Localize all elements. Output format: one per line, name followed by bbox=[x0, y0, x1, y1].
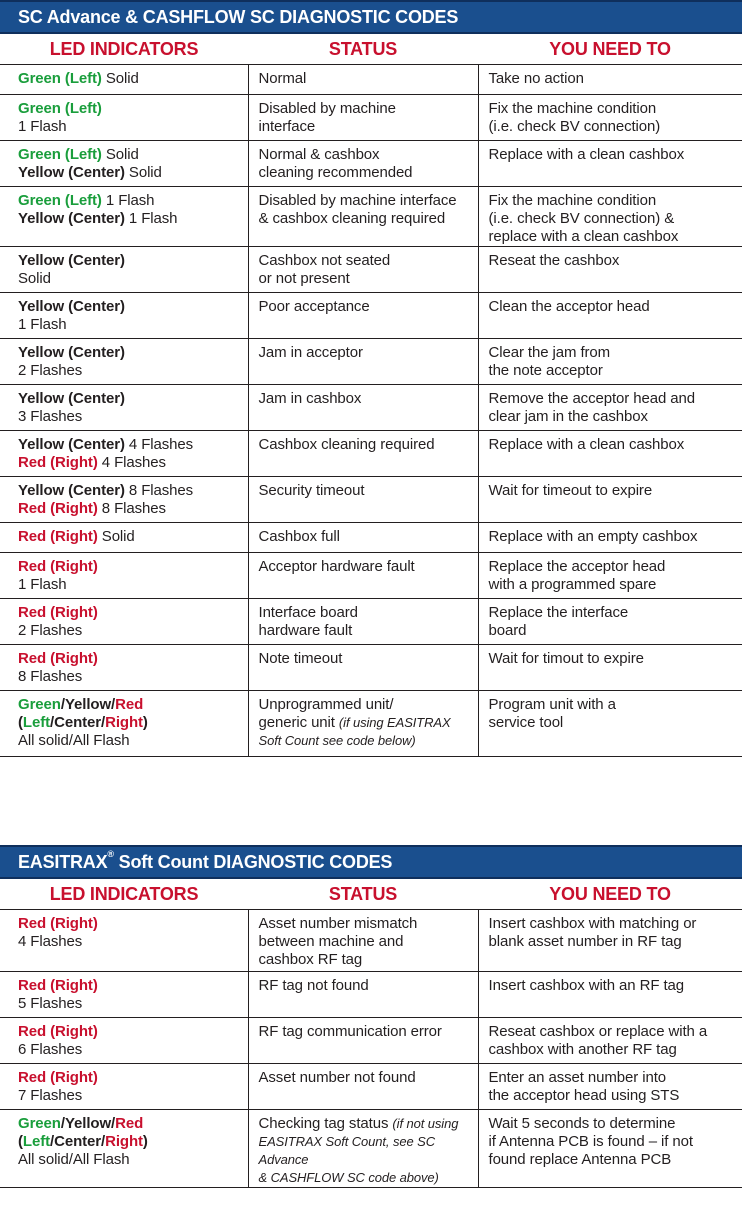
led-indicator-segment: 4 Flashes bbox=[97, 454, 166, 471]
led-indicator-line bbox=[18, 1069, 248, 1087]
table-row bbox=[0, 431, 742, 477]
status-line bbox=[259, 732, 478, 750]
action-line: Replace with an empty cashbox bbox=[488, 528, 698, 545]
action-cell bbox=[478, 1110, 742, 1188]
led-indicator-segment: / bbox=[111, 696, 116, 713]
led-indicator-segment: Red (Right) bbox=[18, 650, 98, 667]
led-indicator-segment: 5 Flashes bbox=[18, 995, 83, 1012]
status-line: Cashbox cleaning required bbox=[258, 436, 435, 453]
led-indicator-cell bbox=[0, 972, 248, 1018]
led-indicator-cell bbox=[0, 553, 248, 599]
action-line: Wait 5 seconds to determine bbox=[488, 1115, 676, 1132]
registered-mark: ® bbox=[107, 849, 114, 859]
led-indicator-cell bbox=[0, 1110, 248, 1188]
status-line bbox=[259, 696, 478, 714]
status-cell bbox=[248, 523, 478, 553]
led-indicator-segment: All solid/All Flash bbox=[18, 1151, 130, 1168]
status-segment: Soft Count see code below) bbox=[258, 733, 416, 748]
led-indicator-line bbox=[18, 995, 248, 1013]
led-indicator-line bbox=[18, 933, 248, 951]
led-indicator-segment: Green bbox=[18, 696, 61, 713]
status-line: cleaning recommended bbox=[258, 164, 413, 181]
led-indicator-segment: 1 Flash bbox=[101, 192, 155, 209]
led-indicator-line bbox=[18, 454, 248, 472]
action-cell bbox=[478, 293, 742, 339]
status-segment: Unprogrammed unit/ bbox=[258, 696, 394, 713]
action-line: (i.e. check BV connection) & bbox=[488, 210, 675, 227]
led-indicator-segment: ) bbox=[142, 714, 148, 731]
led-indicator-segment: Yellow (Center) bbox=[18, 164, 125, 181]
table-row bbox=[0, 1064, 742, 1110]
led-indicator-line bbox=[18, 650, 248, 668]
section2-title bbox=[0, 845, 742, 879]
action-cell bbox=[478, 523, 742, 553]
action-cell bbox=[478, 385, 742, 431]
action-line: Wait for timeout to expire bbox=[488, 482, 653, 499]
led-indicator-segment: Red (Right) bbox=[18, 528, 98, 545]
table-row bbox=[0, 1018, 742, 1064]
status-cell bbox=[248, 65, 478, 95]
action-line: Remove the acceptor head and bbox=[488, 390, 696, 407]
led-indicator-segment: 8 Flashes bbox=[18, 668, 83, 685]
led-indicator-segment: Red (Right) bbox=[18, 977, 98, 994]
status-line: Acceptor hardware fault bbox=[258, 558, 415, 575]
section1-title-text: SC Advance & CASHFLOW SC DIAGNOSTIC CODES bbox=[18, 7, 459, 27]
led-indicator-segment: 7 Flashes bbox=[18, 1087, 83, 1104]
led-indicator-cell bbox=[0, 645, 248, 691]
led-indicator-cell bbox=[0, 1018, 248, 1064]
led-indicator-segment: Solid bbox=[97, 528, 135, 545]
action-line: service tool bbox=[488, 714, 564, 731]
status-cell bbox=[248, 910, 478, 972]
led-indicator-cell bbox=[0, 599, 248, 645]
section2-title-rest: Soft Count DIAGNOSTIC CODES bbox=[113, 852, 393, 872]
led-indicator-segment: / bbox=[50, 714, 55, 731]
status-line: Disabled by machine interface bbox=[258, 192, 457, 209]
led-indicator-segment: 4 Flashes bbox=[18, 933, 83, 950]
action-cell bbox=[478, 431, 742, 477]
led-indicator-line bbox=[18, 298, 248, 316]
action-line: Replace the acceptor head bbox=[488, 558, 666, 575]
led-indicator-segment: Center bbox=[54, 1133, 102, 1150]
action-cell bbox=[478, 187, 742, 247]
led-indicator-line bbox=[18, 558, 248, 576]
led-indicator-line bbox=[18, 668, 248, 686]
status-cell bbox=[248, 1064, 478, 1110]
led-indicator-line bbox=[18, 436, 248, 454]
led-indicator-segment: 1 Flash bbox=[18, 576, 67, 593]
led-indicator-segment: Green (Left) bbox=[18, 146, 102, 163]
header-status: STATUS bbox=[328, 884, 398, 904]
led-indicator-line bbox=[18, 977, 248, 995]
action-line: the note acceptor bbox=[488, 362, 603, 379]
led-indicator-line bbox=[18, 622, 248, 640]
table-row bbox=[0, 645, 742, 691]
action-line: if Antenna PCB is found – if not bbox=[488, 1133, 693, 1150]
action-line: Reseat the cashbox bbox=[488, 252, 620, 269]
table-row bbox=[0, 477, 742, 523]
action-cell bbox=[478, 599, 742, 645]
led-indicator-segment: Right bbox=[105, 1133, 143, 1150]
led-indicator-segment: Red (Right) bbox=[18, 915, 98, 932]
action-line: Reseat cashbox or replace with a bbox=[488, 1023, 708, 1040]
led-indicator-segment: Green (Left) bbox=[18, 100, 102, 117]
status-segment: (if not using bbox=[392, 1116, 459, 1131]
led-indicator-line bbox=[18, 1087, 248, 1105]
led-indicator-cell bbox=[0, 247, 248, 293]
led-indicator-cell bbox=[0, 1064, 248, 1110]
led-indicator-line bbox=[18, 210, 248, 228]
status-segment: Checking tag status bbox=[258, 1115, 393, 1132]
table-row bbox=[0, 599, 742, 645]
led-indicator-cell bbox=[0, 431, 248, 477]
status-line: hardware fault bbox=[258, 622, 353, 639]
led-indicator-segment: Red (Right) bbox=[18, 454, 98, 471]
led-indicator-segment: 1 Flash bbox=[18, 118, 67, 135]
table-row bbox=[0, 553, 742, 599]
led-indicator-line bbox=[18, 146, 248, 164]
action-line: Take no action bbox=[488, 70, 584, 87]
led-indicator-segment: 2 Flashes bbox=[18, 622, 83, 639]
led-indicator-line bbox=[18, 528, 248, 546]
led-indicator-line bbox=[18, 1115, 248, 1133]
table-row bbox=[0, 247, 742, 293]
header-led-indicators: LED INDICATORS bbox=[49, 884, 199, 904]
status-cell bbox=[248, 691, 478, 757]
led-indicator-line bbox=[18, 482, 248, 500]
led-indicator-line bbox=[18, 1133, 248, 1151]
led-indicator-segment: / bbox=[101, 714, 106, 731]
status-line: Jam in acceptor bbox=[258, 344, 363, 361]
action-cell bbox=[478, 645, 742, 691]
status-cell bbox=[248, 1018, 478, 1064]
led-indicator-line bbox=[18, 408, 248, 426]
led-indicator-segment: Yellow (Center) bbox=[18, 210, 125, 227]
section2-table bbox=[0, 909, 742, 1188]
led-indicator-line bbox=[18, 390, 248, 408]
led-indicator-segment: ( bbox=[18, 1133, 23, 1150]
action-line: Fix the machine condition bbox=[488, 100, 657, 117]
status-line: Normal & cashbox bbox=[258, 146, 380, 163]
led-indicator-segment: / bbox=[101, 1133, 106, 1150]
status-line: Note timeout bbox=[258, 650, 343, 667]
section2-title-text: EASITRAX bbox=[18, 852, 108, 872]
action-cell bbox=[478, 339, 742, 385]
status-cell bbox=[248, 141, 478, 187]
status-line: Security timeout bbox=[258, 482, 365, 499]
status-line: between machine and bbox=[258, 933, 404, 950]
header-led-indicators: LED INDICATORS bbox=[49, 39, 199, 59]
status-line: or not present bbox=[258, 270, 350, 287]
action-cell bbox=[478, 95, 742, 141]
table-row bbox=[0, 339, 742, 385]
led-indicator-cell bbox=[0, 65, 248, 95]
status-cell bbox=[248, 477, 478, 523]
led-indicator-cell bbox=[0, 910, 248, 972]
status-line: Disabled by machine bbox=[258, 100, 396, 117]
led-indicator-segment: Yellow (Center) bbox=[18, 482, 125, 499]
status-line bbox=[259, 714, 478, 732]
led-indicator-segment: Green bbox=[18, 1115, 61, 1132]
table-row bbox=[0, 691, 742, 757]
led-indicator-segment: Left bbox=[22, 714, 51, 731]
led-indicator-line bbox=[18, 1151, 248, 1169]
header-you-need-to: YOU NEED TO bbox=[549, 39, 671, 59]
led-indicator-segment: Solid bbox=[101, 146, 139, 163]
status-cell bbox=[248, 645, 478, 691]
action-line: Clean the acceptor head bbox=[488, 298, 650, 315]
led-indicator-segment: Yellow (Center) bbox=[18, 298, 125, 315]
status-cell bbox=[248, 247, 478, 293]
led-indicator-segment: Right bbox=[105, 714, 143, 731]
led-indicator-segment: Red bbox=[115, 1115, 144, 1132]
action-line: cashbox with another RF tag bbox=[488, 1041, 677, 1058]
led-indicator-segment: Red (Right) bbox=[18, 1069, 98, 1086]
action-cell bbox=[478, 141, 742, 187]
led-indicator-segment: All solid/All Flash bbox=[18, 732, 130, 749]
table-row bbox=[0, 1110, 742, 1188]
led-indicator-line bbox=[18, 316, 248, 334]
led-indicator-line bbox=[18, 252, 248, 270]
action-line: blank asset number in RF tag bbox=[488, 933, 682, 950]
led-indicator-cell bbox=[0, 691, 248, 757]
led-indicator-segment: / bbox=[60, 696, 65, 713]
action-line: Replace with a clean cashbox bbox=[488, 146, 685, 163]
led-indicator-segment: Yellow (Center) bbox=[18, 344, 125, 361]
status-line bbox=[259, 1169, 478, 1187]
action-cell bbox=[478, 553, 742, 599]
led-indicator-line bbox=[18, 164, 248, 182]
action-line: replace with a clean cashbox bbox=[488, 228, 679, 245]
led-indicator-line bbox=[18, 344, 248, 362]
status-cell bbox=[248, 385, 478, 431]
led-indicator-cell bbox=[0, 523, 248, 553]
status-cell bbox=[248, 339, 478, 385]
led-indicator-segment: / bbox=[60, 1115, 65, 1132]
action-line: Insert cashbox with matching or bbox=[488, 915, 697, 932]
led-indicator-segment: Red (Right) bbox=[18, 1023, 98, 1040]
status-cell bbox=[248, 553, 478, 599]
led-indicator-line bbox=[18, 696, 248, 714]
action-line: board bbox=[488, 622, 527, 639]
section1-table bbox=[0, 64, 742, 757]
led-indicator-segment: 1 Flash bbox=[124, 210, 178, 227]
status-line: Jam in cashbox bbox=[258, 390, 362, 407]
led-indicator-segment: Center bbox=[54, 714, 102, 731]
action-line: Fix the machine condition bbox=[488, 192, 657, 209]
led-indicator-line bbox=[18, 70, 248, 88]
table-row bbox=[0, 910, 742, 972]
led-indicator-segment: 8 Flashes bbox=[124, 482, 194, 499]
status-cell bbox=[248, 293, 478, 339]
table-row bbox=[0, 187, 742, 247]
led-indicator-segment: Left bbox=[22, 1133, 51, 1150]
status-cell bbox=[248, 95, 478, 141]
led-indicator-segment: Red bbox=[115, 696, 144, 713]
led-indicator-line bbox=[18, 915, 248, 933]
led-indicator-segment: 3 Flashes bbox=[18, 408, 83, 425]
action-cell bbox=[478, 1018, 742, 1064]
action-line: clear jam in the cashbox bbox=[488, 408, 648, 425]
led-indicator-line bbox=[18, 714, 248, 732]
led-indicator-line bbox=[18, 576, 248, 594]
action-line: Enter an asset number into bbox=[488, 1069, 667, 1086]
led-indicator-cell bbox=[0, 293, 248, 339]
action-cell bbox=[478, 910, 742, 972]
status-line: interface bbox=[258, 118, 316, 135]
table-row bbox=[0, 385, 742, 431]
led-indicator-segment: Solid bbox=[124, 164, 162, 181]
status-segment: generic unit bbox=[258, 714, 339, 731]
led-indicator-line bbox=[18, 500, 248, 518]
led-indicator-line bbox=[18, 100, 248, 118]
led-indicator-segment: Yellow (Center) bbox=[18, 436, 125, 453]
header-you-need-to: YOU NEED TO bbox=[549, 884, 671, 904]
action-cell bbox=[478, 972, 742, 1018]
status-line: & cashbox cleaning required bbox=[258, 210, 446, 227]
led-indicator-line bbox=[18, 604, 248, 622]
led-indicator-segment: Yellow bbox=[64, 1115, 112, 1132]
action-line: (i.e. check BV connection) bbox=[488, 118, 661, 135]
action-cell bbox=[478, 1064, 742, 1110]
status-line: cashbox RF tag bbox=[258, 951, 363, 968]
led-indicator-segment: Yellow (Center) bbox=[18, 390, 125, 407]
status-line: Cashbox not seated bbox=[258, 252, 391, 269]
status-line: Asset number mismatch bbox=[258, 915, 418, 932]
action-line: the acceptor head using STS bbox=[488, 1087, 680, 1104]
led-indicator-segment: Red (Right) bbox=[18, 500, 98, 517]
led-indicator-segment: Solid bbox=[18, 270, 51, 287]
status-cell bbox=[248, 972, 478, 1018]
led-indicator-segment: / bbox=[50, 1133, 55, 1150]
action-cell bbox=[478, 247, 742, 293]
table-row bbox=[0, 523, 742, 553]
led-indicator-segment: ( bbox=[18, 714, 23, 731]
led-indicator-cell bbox=[0, 95, 248, 141]
status-line: Interface board bbox=[258, 604, 358, 621]
led-indicator-line bbox=[18, 1041, 248, 1059]
table-row bbox=[0, 95, 742, 141]
led-indicator-segment: Red (Right) bbox=[18, 558, 98, 575]
status-line: Poor acceptance bbox=[258, 298, 370, 315]
action-line: found replace Antenna PCB bbox=[488, 1151, 672, 1168]
led-indicator-line bbox=[18, 270, 248, 288]
status-cell bbox=[248, 187, 478, 247]
status-line: RF tag not found bbox=[258, 977, 369, 994]
led-indicator-segment: Green (Left) bbox=[18, 70, 102, 87]
table-row bbox=[0, 141, 742, 187]
led-indicator-line bbox=[18, 118, 248, 136]
action-line: Wait for timout to expire bbox=[488, 650, 644, 667]
led-indicator-line bbox=[18, 732, 248, 750]
led-indicator-segment: 6 Flashes bbox=[18, 1041, 83, 1058]
action-cell bbox=[478, 477, 742, 523]
led-indicator-segment: 8 Flashes bbox=[97, 500, 166, 517]
table-row bbox=[0, 293, 742, 339]
led-indicator-segment: Solid bbox=[101, 70, 139, 87]
led-indicator-line bbox=[18, 192, 248, 210]
status-cell bbox=[248, 431, 478, 477]
action-line: with a programmed spare bbox=[488, 576, 657, 593]
status-segment: EASITRAX Soft Count, see SC Advance bbox=[258, 1134, 435, 1167]
section1-header-row bbox=[0, 34, 742, 64]
led-indicator-segment: 1 Flash bbox=[18, 316, 67, 333]
action-line: Insert cashbox with an RF tag bbox=[488, 977, 685, 994]
led-indicator-segment: Yellow (Center) bbox=[18, 252, 125, 269]
status-segment: (if using EASITRAX bbox=[338, 715, 451, 730]
status-segment: & CASHFLOW SC code above) bbox=[258, 1170, 439, 1185]
action-cell bbox=[478, 65, 742, 95]
status-line: Cashbox full bbox=[258, 528, 340, 545]
section1-title bbox=[0, 0, 742, 34]
led-indicator-segment: Red (Right) bbox=[18, 604, 98, 621]
table-row bbox=[0, 65, 742, 95]
led-indicator-line bbox=[18, 362, 248, 380]
led-indicator-segment: 4 Flashes bbox=[124, 436, 194, 453]
led-indicator-cell bbox=[0, 477, 248, 523]
status-cell bbox=[248, 599, 478, 645]
led-indicator-segment: Green (Left) bbox=[18, 192, 102, 209]
led-indicator-segment: ) bbox=[142, 1133, 148, 1150]
status-line bbox=[259, 1115, 478, 1133]
status-cell bbox=[248, 1110, 478, 1188]
status-line bbox=[259, 1133, 478, 1169]
led-indicator-cell bbox=[0, 339, 248, 385]
led-indicator-segment: Yellow bbox=[64, 696, 112, 713]
led-indicator-segment: 2 Flashes bbox=[18, 362, 83, 379]
status-line: RF tag communication error bbox=[258, 1023, 442, 1040]
header-status: STATUS bbox=[328, 39, 398, 59]
led-indicator-line bbox=[18, 1023, 248, 1041]
led-indicator-cell bbox=[0, 141, 248, 187]
action-line: Replace the interface bbox=[488, 604, 629, 621]
led-indicator-cell bbox=[0, 187, 248, 247]
action-line: Program unit with a bbox=[488, 696, 616, 713]
action-cell bbox=[478, 691, 742, 757]
action-line: Replace with a clean cashbox bbox=[488, 436, 685, 453]
led-indicator-segment: / bbox=[111, 1115, 116, 1132]
status-line: Asset number not found bbox=[258, 1069, 416, 1086]
status-line: Normal bbox=[258, 70, 307, 87]
led-indicator-cell bbox=[0, 385, 248, 431]
section2-header-row bbox=[0, 879, 742, 909]
action-line: Clear the jam from bbox=[488, 344, 611, 361]
table-row bbox=[0, 972, 742, 1018]
